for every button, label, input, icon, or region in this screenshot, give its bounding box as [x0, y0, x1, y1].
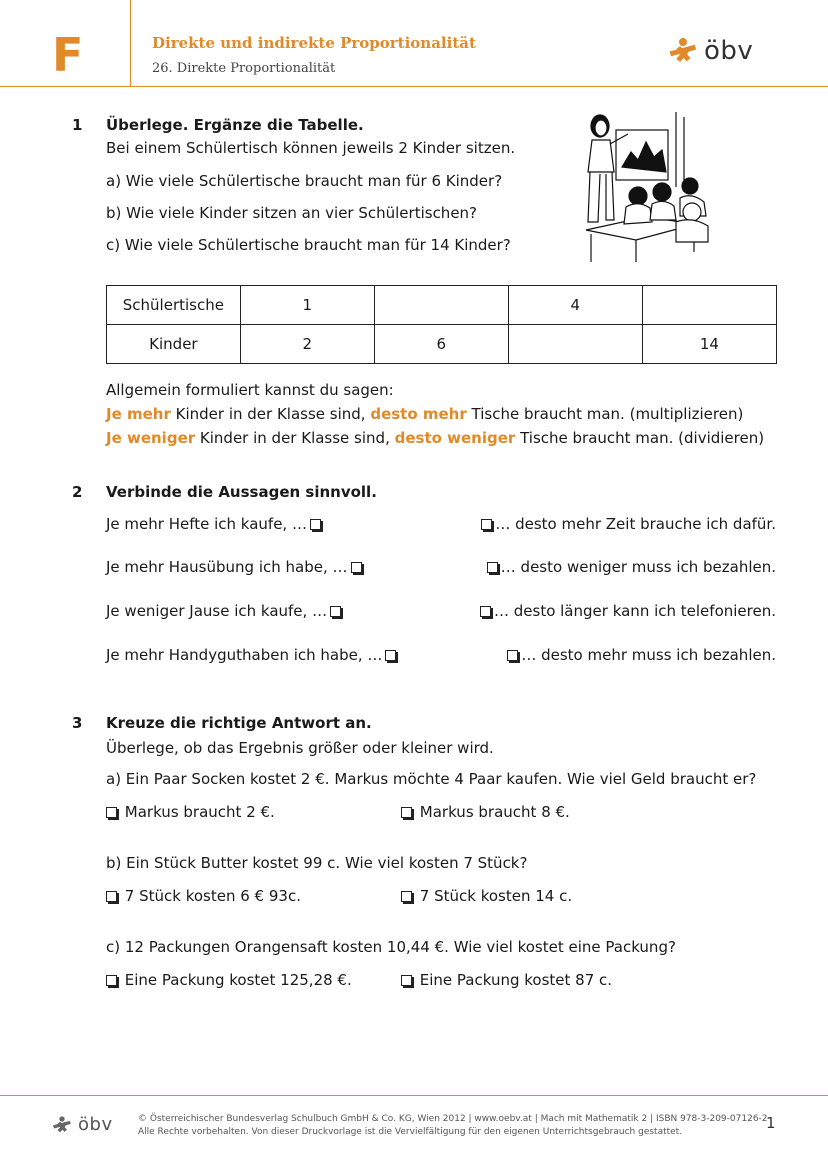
- copyright-line: © Österreichischer Bundesverlag Schulbuch GmbH & Co. KG, Wien 2012 | www.oebv.at | Mach mit Mathematik 2 | ISBN 978-3-209-07126-2: [138, 1114, 768, 1124]
- statement-text: … desto weniger muss ich bezahlen.: [500, 558, 776, 576]
- table-cell: 14: [642, 325, 776, 364]
- statement-text: Je mehr Hefte ich kaufe, …: [106, 515, 307, 533]
- answer-option: [106, 887, 301, 905]
- checkbox[interactable]: [106, 807, 117, 818]
- statement-text: … desto mehr muss ich bezahlen.: [521, 646, 776, 664]
- statement-right: [477, 602, 776, 620]
- header-divider: [0, 86, 828, 87]
- classroom-illustration: [576, 112, 710, 262]
- question-b: b) Ein Stück Butter kostet 99 c. Wie viel kosten 7 Stück?: [106, 854, 528, 872]
- checkbox[interactable]: [487, 562, 498, 573]
- answer-text: Eine Packung kostet 87 c.: [419, 971, 613, 989]
- table-cell: 1: [240, 286, 374, 325]
- task-title: Verbinde die Aussagen sinnvoll.: [106, 483, 377, 501]
- table-cell-empty[interactable]: [508, 325, 642, 364]
- statement-text: … desto mehr Zeit brauche ich dafür.: [495, 515, 776, 533]
- checkbox[interactable]: [106, 975, 117, 986]
- question-b: b) Wie viele Kinder sitzen an vier Schülertischen?: [106, 204, 478, 222]
- checkbox[interactable]: [401, 807, 412, 818]
- statement-right: [504, 646, 776, 664]
- table-row: [107, 286, 777, 325]
- question-a: a) Ein Paar Socken kostet 2 €. Markus möchte 4 Paar kaufen. Wie viel Geld braucht er?: [106, 770, 757, 788]
- rule-more: [106, 405, 743, 423]
- checkbox[interactable]: [507, 650, 518, 661]
- rule-keyword: desto weniger: [394, 429, 516, 447]
- table-cell: Kinder: [107, 325, 241, 364]
- statement-left: [106, 646, 399, 664]
- answer-text: Markus braucht 2 €.: [124, 803, 275, 821]
- table-cell-empty[interactable]: [374, 286, 508, 325]
- task-intro: Überlege, ob das Ergebnis größer oder kleiner wird.: [106, 739, 494, 757]
- rule-keyword: desto mehr: [370, 405, 467, 423]
- page-title: Direkte und indirekte Proportionalität: [152, 34, 476, 52]
- checkbox[interactable]: [106, 891, 117, 902]
- footer-logo: [52, 1114, 113, 1135]
- rule-text: Kinder in der Klasse sind,: [195, 429, 395, 447]
- statement-right: [484, 558, 776, 576]
- table-cell: Schülertische: [107, 286, 241, 325]
- statement-left: [106, 558, 365, 576]
- answer-option: [401, 971, 612, 989]
- publisher-logo: [668, 36, 753, 66]
- checkbox[interactable]: [480, 606, 491, 617]
- question-a: a) Wie viele Schülertische braucht man für 6 Kinder?: [106, 172, 503, 190]
- general-statement: Allgemein formuliert kannst du sagen:: [106, 381, 394, 399]
- task-intro: Bei einem Schülertisch können jeweils 2 Kinder sitzen.: [106, 139, 516, 157]
- rule-text: Tische braucht man. (multiplizieren): [466, 405, 744, 423]
- rule-text: Kinder in der Klasse sind,: [170, 405, 371, 423]
- page-number: 1: [766, 1114, 776, 1132]
- question-c: c) 12 Packungen Orangensaft kosten 10,44 €. Wie viel kostet eine Packung?: [106, 938, 676, 956]
- question-c: c) Wie viele Schülertische braucht man für 14 Kinder?: [106, 236, 511, 254]
- answer-text: Eine Packung kostet 125,28 €.: [124, 971, 352, 989]
- rule-keyword: Je weniger: [106, 429, 196, 447]
- answer-option: [401, 803, 570, 821]
- statement-text: Je mehr Hausübung ich habe, …: [106, 558, 348, 576]
- checkbox[interactable]: [330, 606, 341, 617]
- statement-right: [478, 515, 776, 533]
- table-row: [107, 325, 777, 364]
- header-divider-vertical: [130, 0, 131, 86]
- answer-option: [106, 803, 275, 821]
- checkbox[interactable]: [310, 519, 321, 530]
- checkbox[interactable]: [401, 975, 412, 986]
- checkbox[interactable]: [481, 519, 492, 530]
- table-cell-empty[interactable]: [642, 286, 776, 325]
- table-cell: 4: [508, 286, 642, 325]
- footer-divider: [0, 1095, 828, 1096]
- checkbox[interactable]: [351, 562, 362, 573]
- rule-text: Tische braucht man. (dividieren): [515, 429, 765, 447]
- statement-text: … desto länger kann ich telefonieren.: [493, 602, 776, 620]
- answer-option: [106, 971, 352, 989]
- proportion-table: [106, 285, 777, 364]
- answer-text: 7 Stück kosten 6 € 93c.: [124, 887, 301, 905]
- logo-text: öbv: [78, 1114, 113, 1135]
- rights-line: Alle Rechte vorbehalten. Von dieser Druckvorlage ist die Vervielfältigung für den eigenen Unterrichtsgebrauch gestattet.: [138, 1127, 683, 1137]
- answer-text: 7 Stück kosten 14 c.: [419, 887, 573, 905]
- task-number: 1: [72, 116, 83, 134]
- table-cell: 2: [240, 325, 374, 364]
- rule-keyword: Je mehr: [106, 405, 171, 423]
- statement-text: Je mehr Handyguthaben ich habe, …: [106, 646, 383, 664]
- logo-star-icon: [668, 36, 698, 66]
- task-title: Kreuze die richtige Antwort an.: [106, 714, 372, 732]
- checkbox[interactable]: [401, 891, 412, 902]
- statement-left: [106, 515, 324, 533]
- answer-text: Markus braucht 8 €.: [419, 803, 570, 821]
- statement-text: Je weniger Jause ich kaufe, …: [106, 602, 328, 620]
- chapter-letter: F: [52, 28, 84, 82]
- task-number: 2: [72, 483, 83, 501]
- statement-left: [106, 602, 344, 620]
- logo-star-icon: [52, 1115, 72, 1135]
- checkbox[interactable]: [385, 650, 396, 661]
- table-cell: 6: [374, 325, 508, 364]
- task-title: Überlege. Ergänze die Tabelle.: [106, 116, 364, 134]
- rule-less: [106, 429, 764, 447]
- answer-option: [401, 887, 572, 905]
- logo-text: öbv: [704, 36, 754, 66]
- page-subtitle: 26. Direkte Proportionalität: [152, 61, 336, 76]
- copyright-notice: [138, 1113, 768, 1139]
- task-number: 3: [72, 714, 83, 732]
